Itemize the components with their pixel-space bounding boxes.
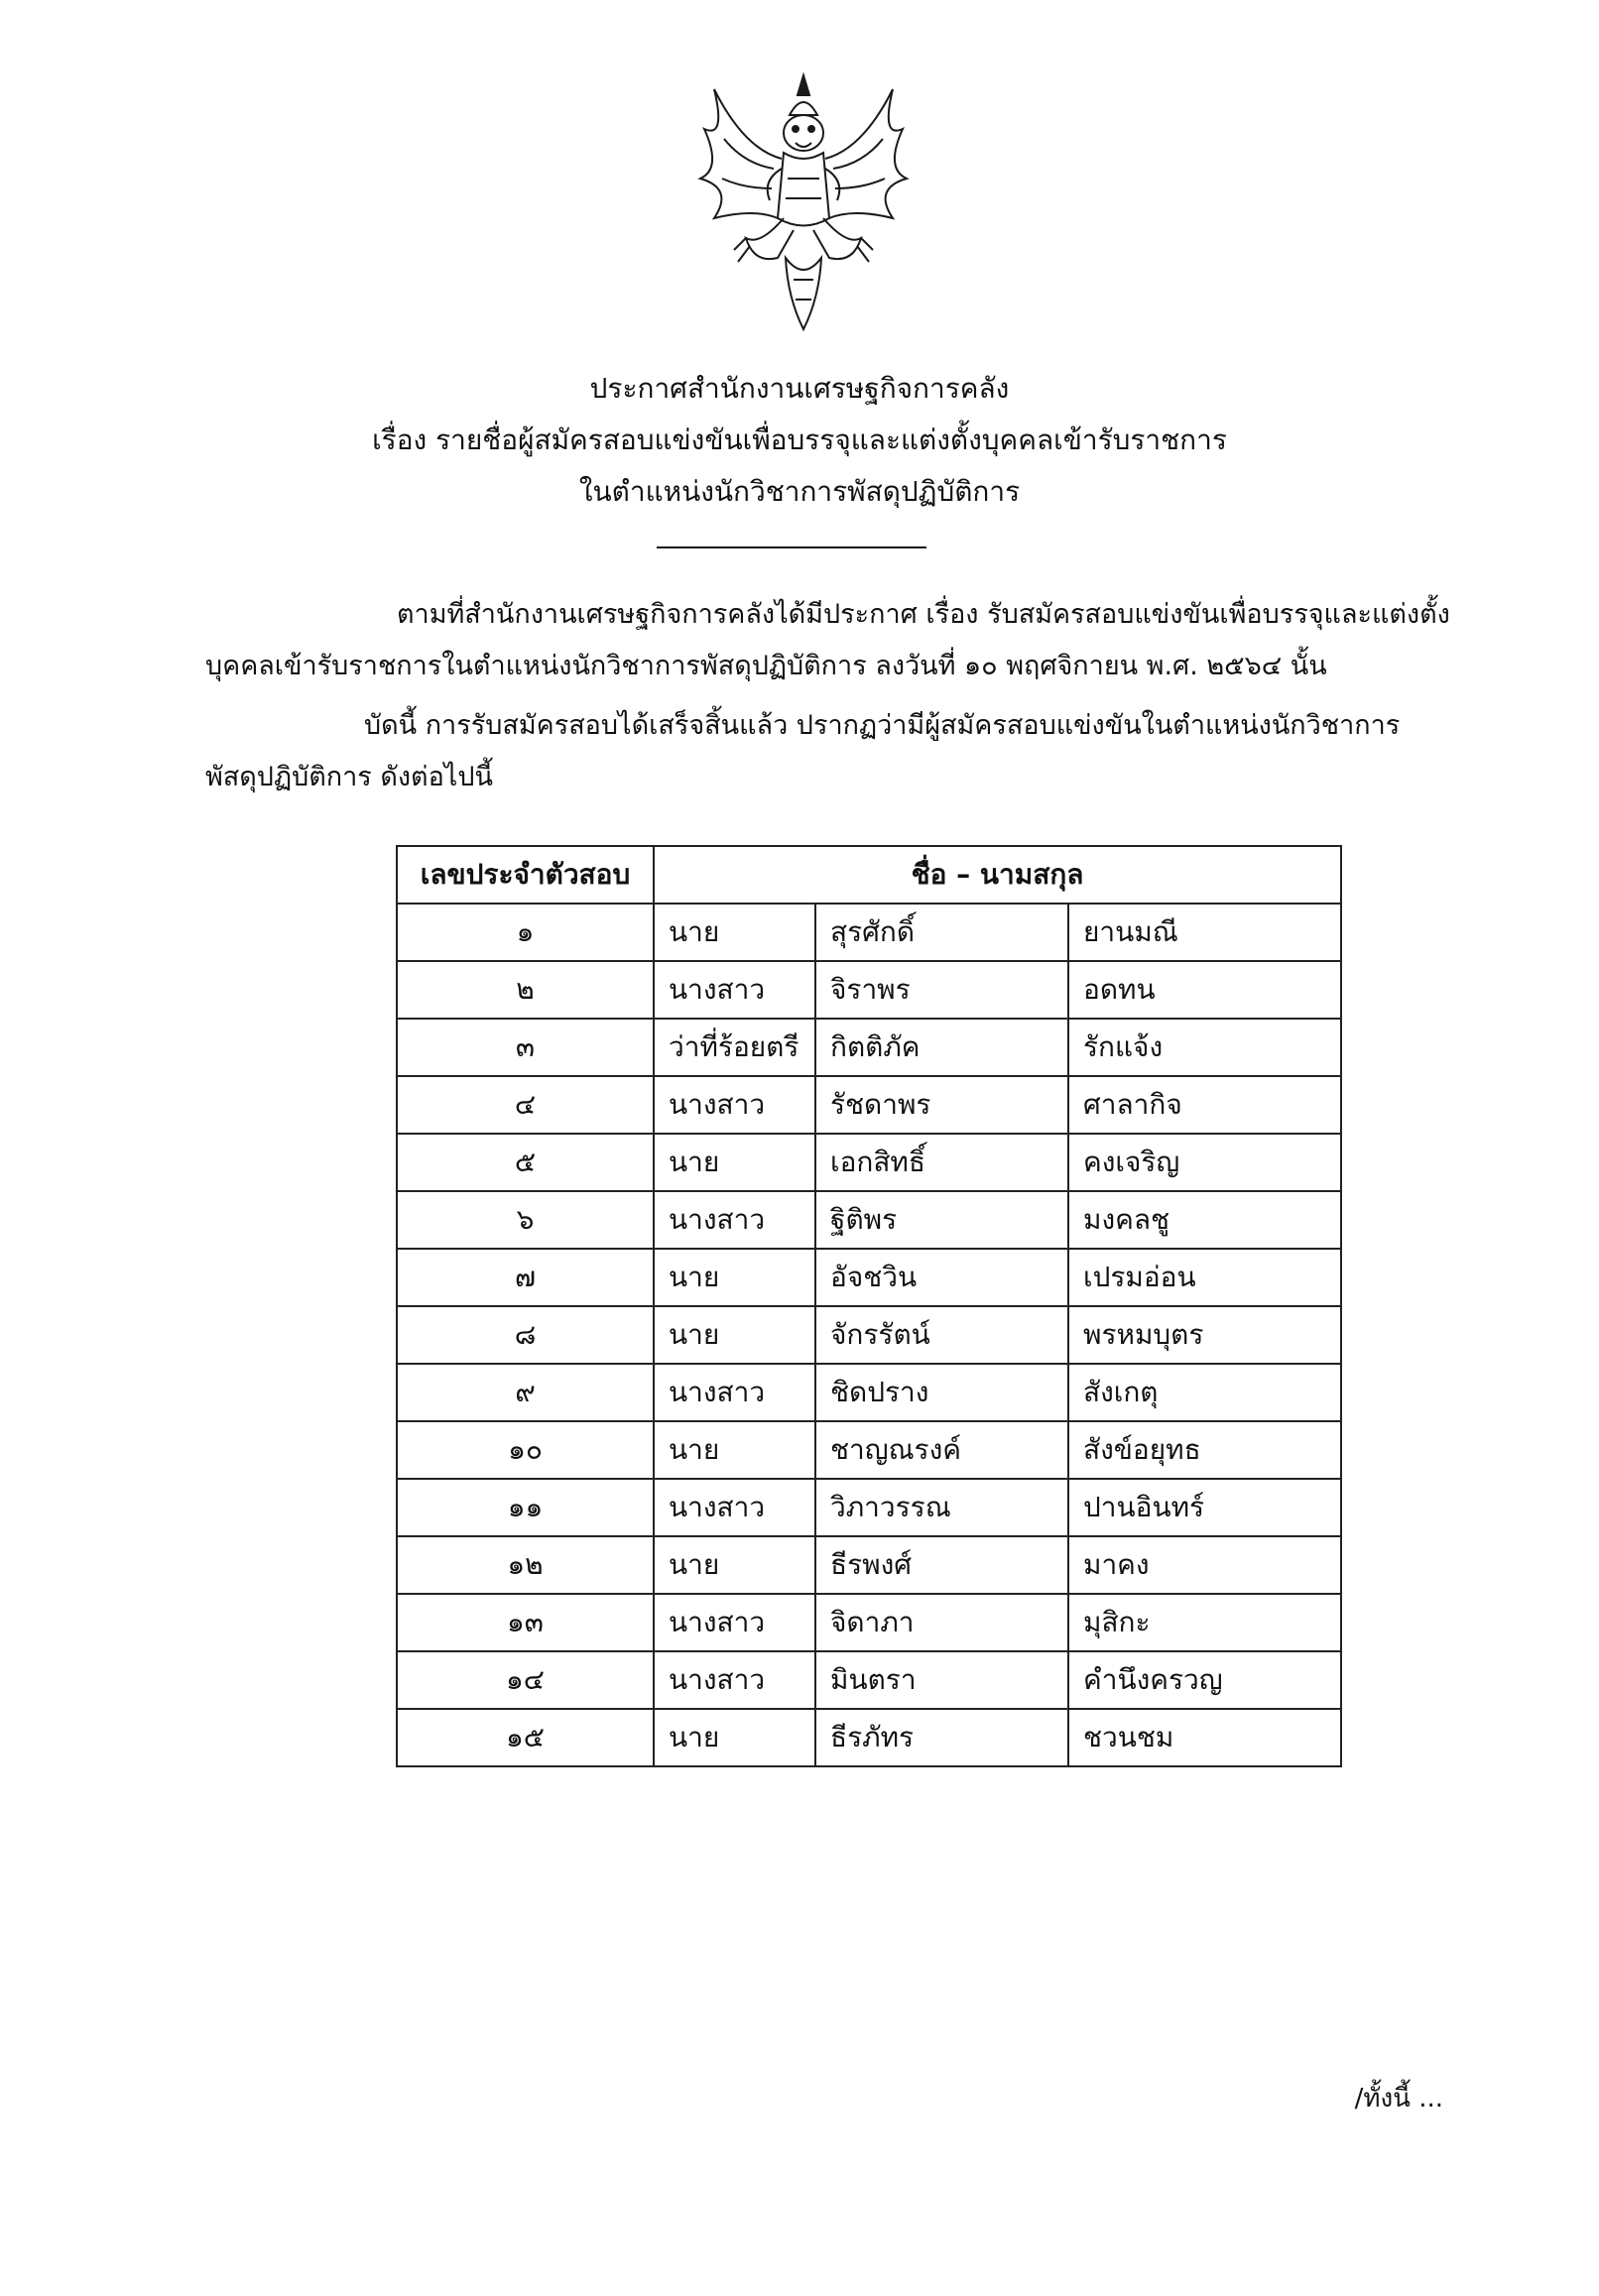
last-name-cell: มาคง	[1068, 1536, 1341, 1594]
exam-id-cell: ๑๒	[397, 1536, 654, 1594]
title-cell: นางสาว	[654, 1479, 815, 1536]
last-name-cell: คำนึงครวญ	[1068, 1651, 1341, 1709]
announcement-subject-line2: ในตำแหน่งนักวิชาการพัสดุปฏิบัติการ	[578, 475, 1021, 508]
first-name-cell: จิราพร	[815, 961, 1068, 1019]
first-name-cell: ชิดปราง	[815, 1364, 1068, 1421]
announcement-subject: เรื่อง รายชื่อผู้สมัครสอบแข่งขันเพื่อบรรจุและแต่งตั้งบุคคลเข้ารับราชการ	[372, 423, 1227, 456]
title-cell: นางสาว	[654, 1364, 815, 1421]
garuda-emblem-icon	[675, 69, 932, 337]
first-name-cell: จักรรัตน์	[815, 1306, 1068, 1364]
paragraph-1-line-1: ตามที่สำนักงานเศรษฐกิจการคลังได้มีประกาศ เรื่อง รับสมัครสอบแข่งขันเพื่อบรรจุและแต่งตั้ง	[397, 599, 1450, 630]
first-name-cell: มินตรา	[815, 1651, 1068, 1709]
title-cell: นางสาว	[654, 1594, 815, 1651]
table-row	[397, 1249, 1341, 1306]
table-row	[397, 1076, 1341, 1134]
table-row	[397, 904, 1341, 961]
title-cell: นาย	[654, 1536, 815, 1594]
paragraph-1-line-2: บุคคลเข้ารับราชการในตำแหน่งนักวิชาการพัสดุปฏิบัติการ ลงวันที่ ๑๐ พฤศจิกายน พ.ศ. ๒๕๖๔ นั้น	[205, 651, 1327, 681]
exam-id-cell: ๕	[397, 1134, 654, 1191]
first-name-cell: อัจชวิน	[815, 1249, 1068, 1306]
title-cell: นางสาว	[654, 1191, 815, 1249]
last-name-cell: ปานอินทร์	[1068, 1479, 1341, 1536]
table-row	[397, 1134, 1341, 1191]
last-name-cell: คงเจริญ	[1068, 1134, 1341, 1191]
table-row	[397, 1536, 1341, 1594]
last-name-cell: ศาลากิจ	[1068, 1076, 1341, 1134]
first-name-cell: วิภาวรรณ	[815, 1479, 1068, 1536]
title-cell: นางสาว	[654, 1651, 815, 1709]
exam-id-cell: ๑๕	[397, 1709, 654, 1766]
title-cell: นางสาว	[654, 1076, 815, 1134]
exam-id-cell: ๑	[397, 904, 654, 961]
last-name-cell: อดทน	[1068, 961, 1341, 1019]
table-row	[397, 1594, 1341, 1651]
table-row	[397, 1479, 1341, 1536]
title-cell: ว่าที่ร้อยตรี	[654, 1019, 815, 1076]
exam-id-cell: ๗	[397, 1249, 654, 1306]
first-name-cell: จิดาภา	[815, 1594, 1068, 1651]
first-name-cell: ฐิติพร	[815, 1191, 1068, 1249]
first-name-cell: กิตติภัค	[815, 1019, 1068, 1076]
title-cell: นางสาว	[654, 961, 815, 1019]
paragraph-2-line-1: บัดนี้ การรับสมัครสอบได้เสร็จสิ้นแล้ว ปรากฏว่ามีผู้สมัครสอบแข่งขันในตำแหน่งนักวิชาการ	[364, 710, 1401, 741]
exam-id-cell: ๑๐	[397, 1421, 654, 1479]
last-name-cell: รักแจ้ง	[1068, 1019, 1341, 1076]
first-name-cell: สุรศักดิ์	[815, 904, 1068, 961]
header-full-name: ชื่อ – นามสกุล	[654, 846, 1341, 904]
title-cell: นาย	[654, 1421, 815, 1479]
table-row	[397, 1019, 1341, 1076]
last-name-cell: มงคลชู	[1068, 1191, 1341, 1249]
header-exam-id: เลขประจำตัวสอบ	[397, 846, 654, 904]
last-name-cell: สังเกตุ	[1068, 1364, 1341, 1421]
exam-id-cell: ๘	[397, 1306, 654, 1364]
last-name-cell: เปรมอ่อน	[1068, 1249, 1341, 1306]
title-cell: นาย	[654, 1306, 815, 1364]
exam-id-cell: ๙	[397, 1364, 654, 1421]
exam-id-cell: ๑๑	[397, 1479, 654, 1536]
table-header-row	[397, 846, 1341, 904]
title-cell: นาย	[654, 1709, 815, 1766]
exam-id-cell: ๖	[397, 1191, 654, 1249]
table-row	[397, 1191, 1341, 1249]
page-continuation: /ทั้งนี้ ...	[1354, 2084, 1443, 2114]
table-row	[397, 961, 1341, 1019]
first-name-cell: ชาญณรงค์	[815, 1421, 1068, 1479]
exam-id-cell: ๓	[397, 1019, 654, 1076]
title-cell: นาย	[654, 1134, 815, 1191]
applicant-table	[396, 845, 1342, 1767]
first-name-cell: รัชดาพร	[815, 1076, 1068, 1134]
paragraph-2-line-2: พัสดุปฏิบัติการ ดังต่อไปนี้	[205, 762, 493, 792]
title-cell: นาย	[654, 904, 815, 961]
exam-id-cell: ๒	[397, 961, 654, 1019]
title-divider	[657, 546, 926, 548]
table-row	[397, 1651, 1341, 1709]
exam-id-cell: ๑๓	[397, 1594, 654, 1651]
first-name-cell: เอกสิทธิ์	[815, 1134, 1068, 1191]
last-name-cell: ยานมณี	[1068, 904, 1341, 961]
table-row	[397, 1306, 1341, 1364]
table-row	[397, 1421, 1341, 1479]
title-cell: นาย	[654, 1249, 815, 1306]
table-row	[397, 1709, 1341, 1766]
first-name-cell: ธีรภัทร	[815, 1709, 1068, 1766]
first-name-cell: ธีรพงศ์	[815, 1536, 1068, 1594]
last-name-cell: มุสิกะ	[1068, 1594, 1341, 1651]
announcement-title: ประกาศสำนักงานเศรษฐกิจการคลัง	[589, 372, 1010, 405]
last-name-cell: พรหมบุตร	[1068, 1306, 1341, 1364]
last-name-cell: ชวนชม	[1068, 1709, 1341, 1766]
exam-id-cell: ๔	[397, 1076, 654, 1134]
exam-id-cell: ๑๔	[397, 1651, 654, 1709]
table-row	[397, 1364, 1341, 1421]
last-name-cell: สังข์อยุทธ	[1068, 1421, 1341, 1479]
